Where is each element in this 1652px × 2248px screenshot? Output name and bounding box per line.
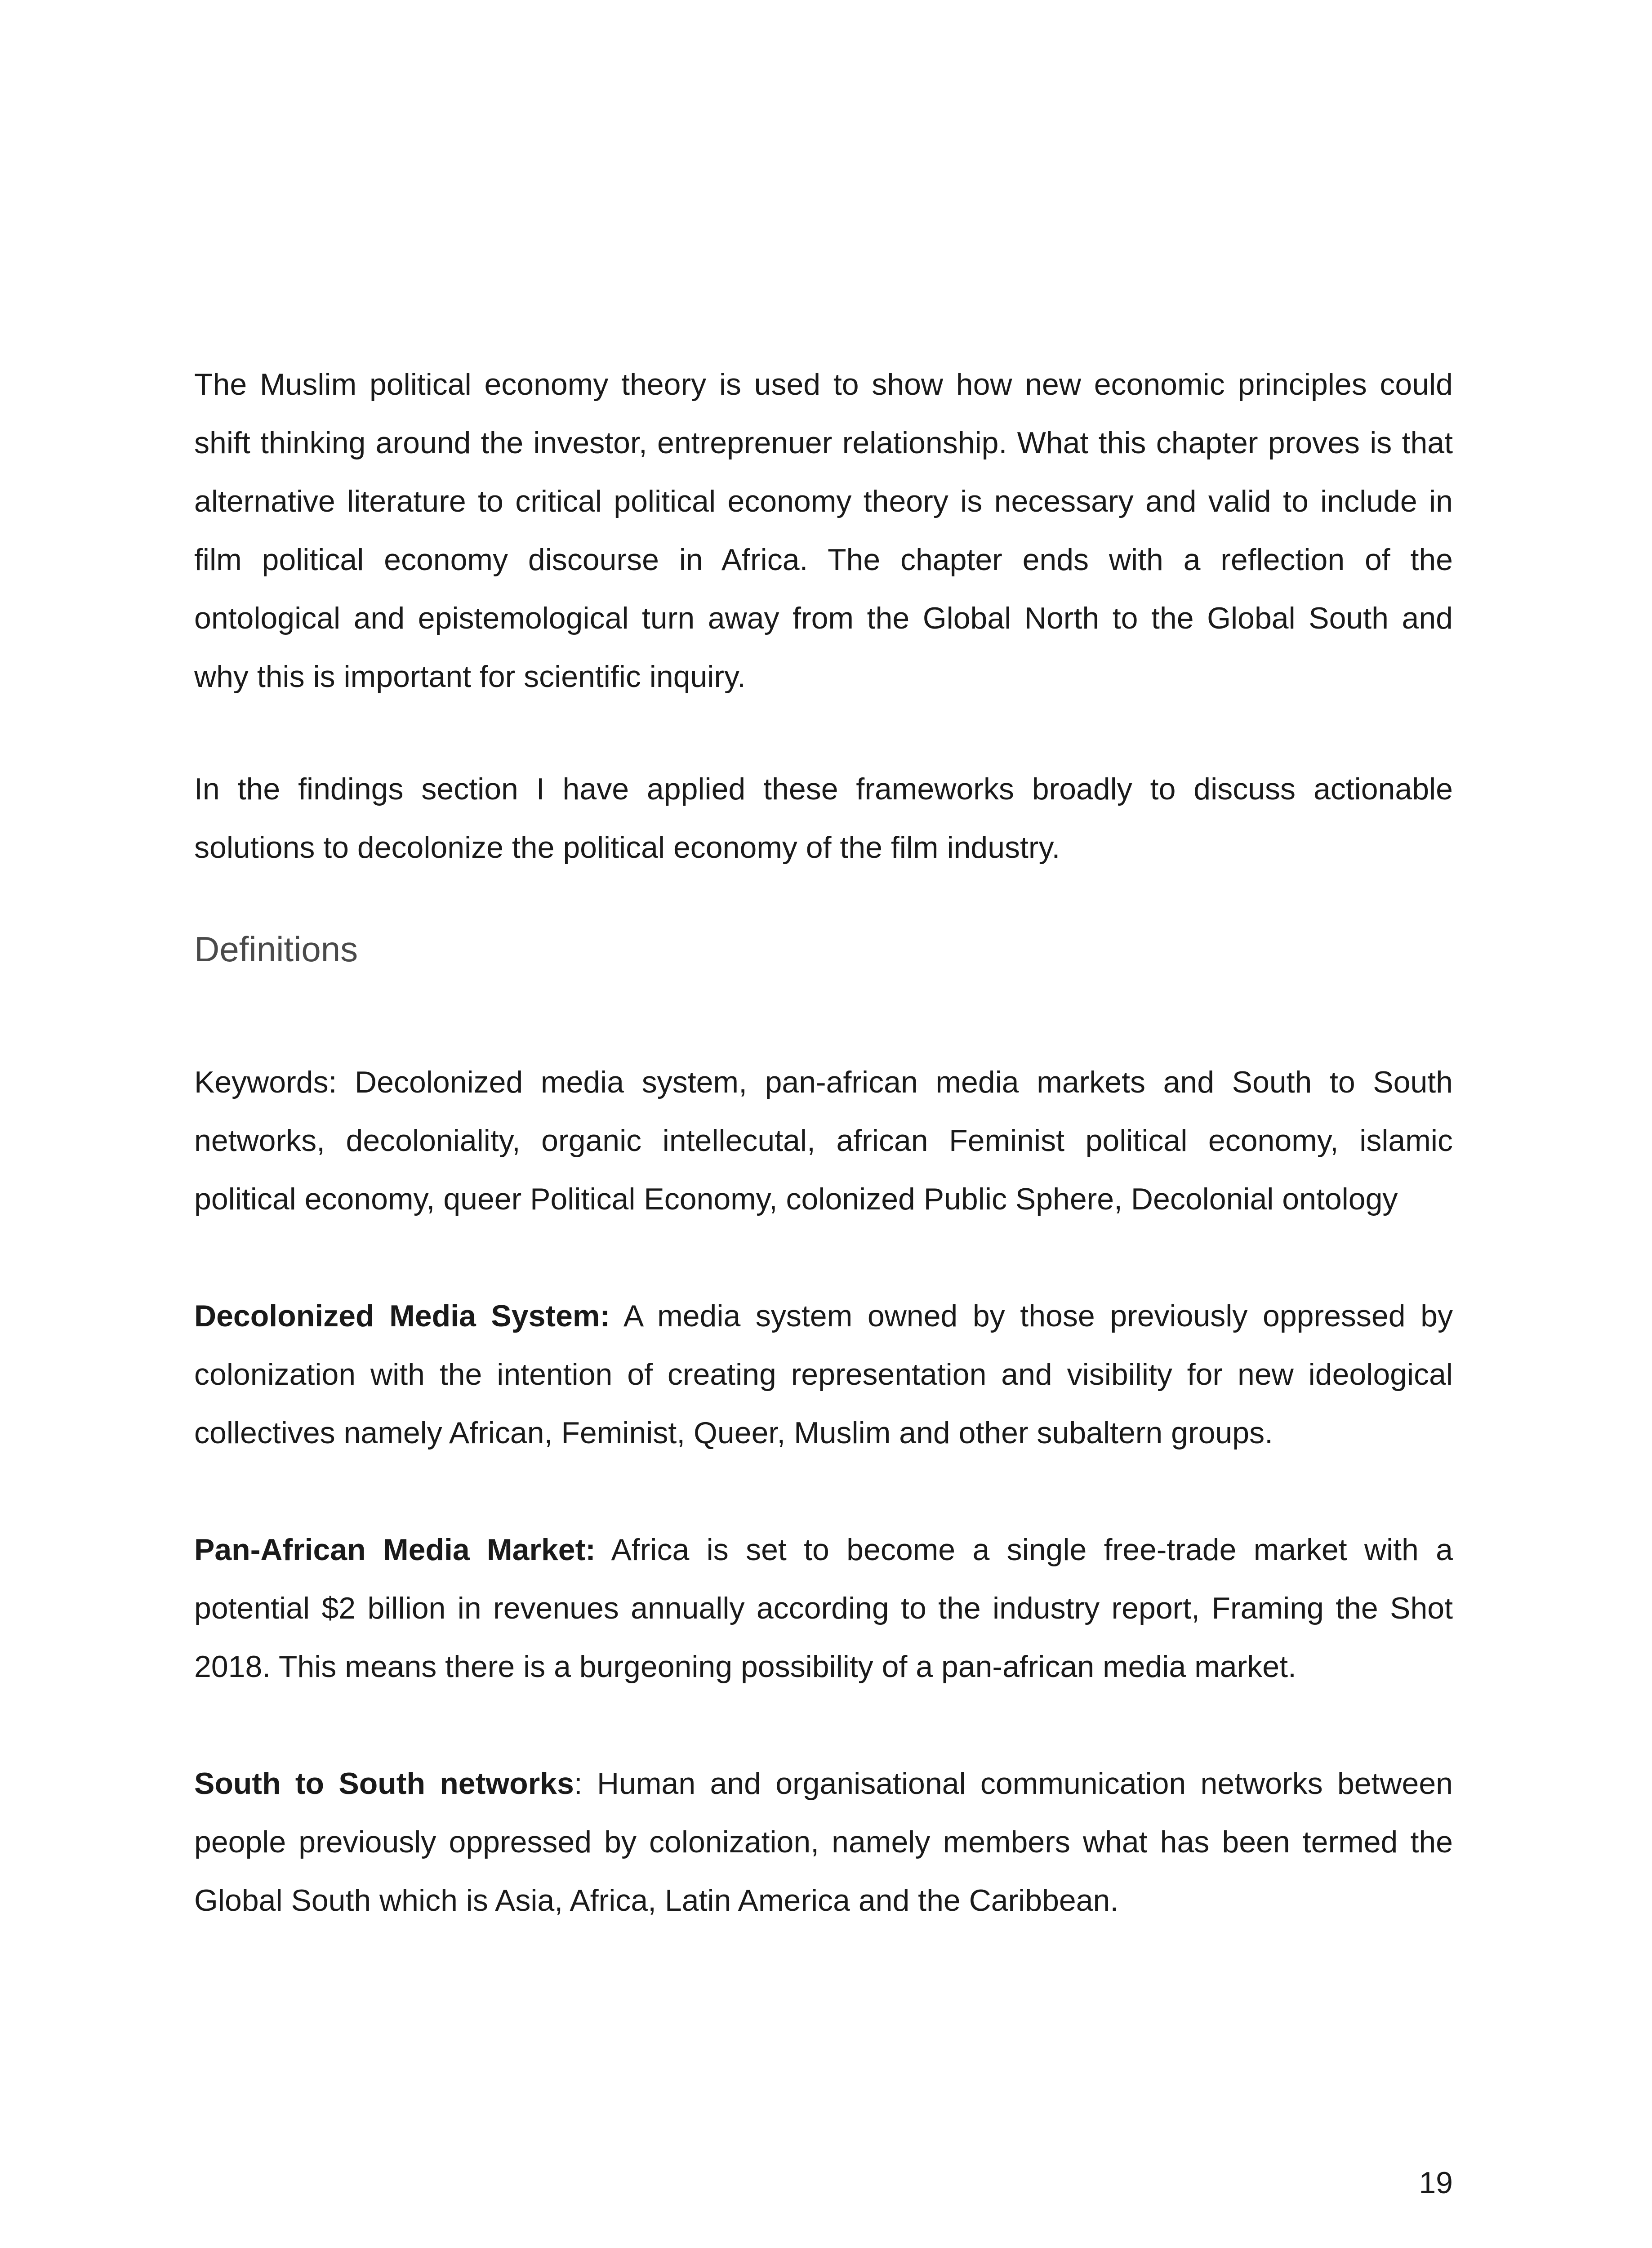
definitions-heading: Definitions: [194, 929, 358, 969]
definition-south-to-south-networks: [194, 1754, 1453, 1930]
definition-decolonized-media-system: [194, 1287, 1453, 1462]
page-number: 19: [1419, 2166, 1453, 2200]
definition-pan-african-media-market: [194, 1521, 1453, 1696]
definition-term: Pan-African Media Market:: [194, 1533, 596, 1567]
intro-paragraph: The Muslim political economy theory is used to show how new economic principles could shift thinking around the investor, entreprenuer relationship. What this chapter proves is that alternative literature to critical political economy theory is necessary and valid to include in film political economy discourse in Africa. The chapter ends with a reflection of the ontological and epistemological turn away from the Global North to the Global South and why this is important for scientific inquiry.: [194, 367, 1453, 694]
definition-text: Africa is set to become a single free-trade market with a potential $2 billion in revenues annually according to the industry report, Framing the Shot 2018. This means there is a burgeoning possibility of a pan-african media market.: [194, 1533, 1453, 1684]
findings-paragraph: In the findings section I have applied these frameworks broadly to discuss actionable solutions to decolonize the political economy of the film industry.: [194, 772, 1453, 865]
definition-text: : Human and organisational communication networks between people previously oppressed by colonization, namely members what has been termed the Global South which is Asia, Africa, Latin America and the Caribbean.: [194, 1766, 1453, 1918]
page-body: [194, 355, 1453, 1930]
keywords-paragraph: Keywords: Decolonized media system, pan-african media markets and South to South networks, decoloniality, organic intellecutal, african Feminist political economy, islamic political economy, queer Political Economy, colonized Public Sphere, Decolonial ontology: [194, 1065, 1453, 1216]
definition-term: South to South networks: [194, 1766, 574, 1801]
definition-text: A media system owned by those previously oppressed by colonization with the intention of creating representation and visibility for new ideological collectives namely African, Feminist, Queer, Muslim and other subaltern groups.: [194, 1299, 1453, 1450]
definition-term: Decolonized Media System:: [194, 1299, 610, 1333]
